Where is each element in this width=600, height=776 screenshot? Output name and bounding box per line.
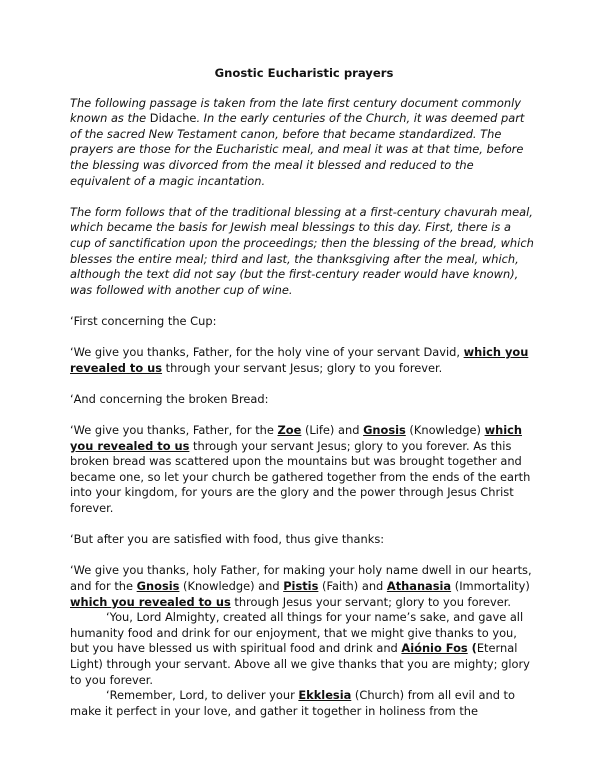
thanks-heading: ‘But after you are satisfied with food, thus give thanks: bbox=[70, 532, 385, 547]
prayer-text: (Immortality) bbox=[451, 579, 530, 593]
prayer-text: (Church) from all evil and to make it perfect in your love, and gather it together in holiness from the bbox=[70, 688, 515, 718]
term-athanasia: Athanasia bbox=[386, 579, 452, 593]
didache-title: Didache bbox=[149, 111, 197, 126]
term-gnosis: Gnosis bbox=[136, 579, 180, 593]
prayer-text: ‘We give you thanks, Father, for the bbox=[70, 423, 278, 438]
term-gnosis: Gnosis bbox=[363, 423, 406, 438]
prayer-text: (Knowledge) and bbox=[179, 579, 284, 593]
prayer-text: through your servant Jesus; glory to you forever. As this broken bread was scattered upon the mountains but was brought together and became one, so let your church be gathered together from the ends of the earth into your kingdom, for yours are the glory and the power through Jesus Christ forever. bbox=[70, 438, 531, 516]
intro-paragraph-1 bbox=[70, 96, 534, 190]
thanks-prayer bbox=[70, 563, 534, 610]
thanks-prayer-2 bbox=[70, 610, 534, 688]
page-title: Gnostic Eucharistic prayers bbox=[214, 66, 394, 80]
cup-heading: ‘First concerning the Cup: bbox=[70, 313, 217, 328]
prayer-text: (Life) and bbox=[301, 423, 364, 438]
prayer-text: ( bbox=[467, 641, 477, 656]
term-zoe: Zoe bbox=[277, 423, 302, 438]
cup-prayer bbox=[70, 345, 534, 376]
intro-text: The following passage is taken from the late first century document commonly known as the bbox=[70, 95, 521, 126]
thanks-prayer-3 bbox=[70, 688, 534, 719]
prayer-text: Eternal Light) through your servant. Above all we give thanks that you are mighty; glory to you forever. bbox=[70, 641, 530, 687]
revealed-phrase: which you revealed to us bbox=[70, 594, 231, 609]
prayer-text: ‘We give you thanks, holy Father, for making your holy name dwell in our hearts, and for the bbox=[70, 563, 532, 593]
prayer-text: ‘We give you thanks, Father, for the holy vine of your servant David, bbox=[70, 345, 464, 360]
prayer-text: ‘You, Lord Almighty, created all things for your name’s sake, and gave all humanity food and drink for our enjoyment, that we might give thanks to you, but you have blessed us with spiritual food and drink and bbox=[70, 610, 524, 656]
intro-text: . In the early centuries of the Church, it was deemed part of the sacred New Testament canon, before that became standardized. The prayers are those for the Eucharistic meal, and meal it was at that time, before the blessing was divorced from the meal it blessed and reduced to the equivalent of a magic incantation. bbox=[70, 111, 525, 188]
term-ekklesia: Ekklesia bbox=[298, 688, 352, 703]
prayer-text: through Jesus your servant; glory to you forever. bbox=[230, 594, 511, 609]
term-aionio-fos: Aiónio Fos bbox=[401, 641, 468, 656]
bread-prayer bbox=[70, 423, 534, 517]
term-pistis: Pistis bbox=[283, 579, 319, 593]
intro-paragraph-2: The form follows that of the traditional blessing at a first-century chavurah meal, which became the basis for Jewish meal blessings to this day. First, there is a cup of sanctification upon the proceedings; then the blessing of the bread, which blesses the entire meal; third and last, the thanksgiving after the meal, which, although the text did not say (but the first-century reader would have known), was followed with another cup of wine. bbox=[70, 204, 534, 297]
prayer-text: ‘Remember, Lord, to deliver your bbox=[106, 688, 299, 703]
revealed-phrase: which you revealed to us bbox=[70, 423, 522, 453]
revealed-phrase: which you revealed to us bbox=[70, 345, 529, 375]
bread-heading: ‘And concerning the broken Bread: bbox=[70, 391, 269, 406]
prayer-text: (Knowledge) bbox=[405, 423, 485, 438]
prayer-text: through your servant Jesus; glory to you forever. bbox=[162, 360, 443, 375]
prayer-text: (Faith) and bbox=[318, 579, 387, 593]
